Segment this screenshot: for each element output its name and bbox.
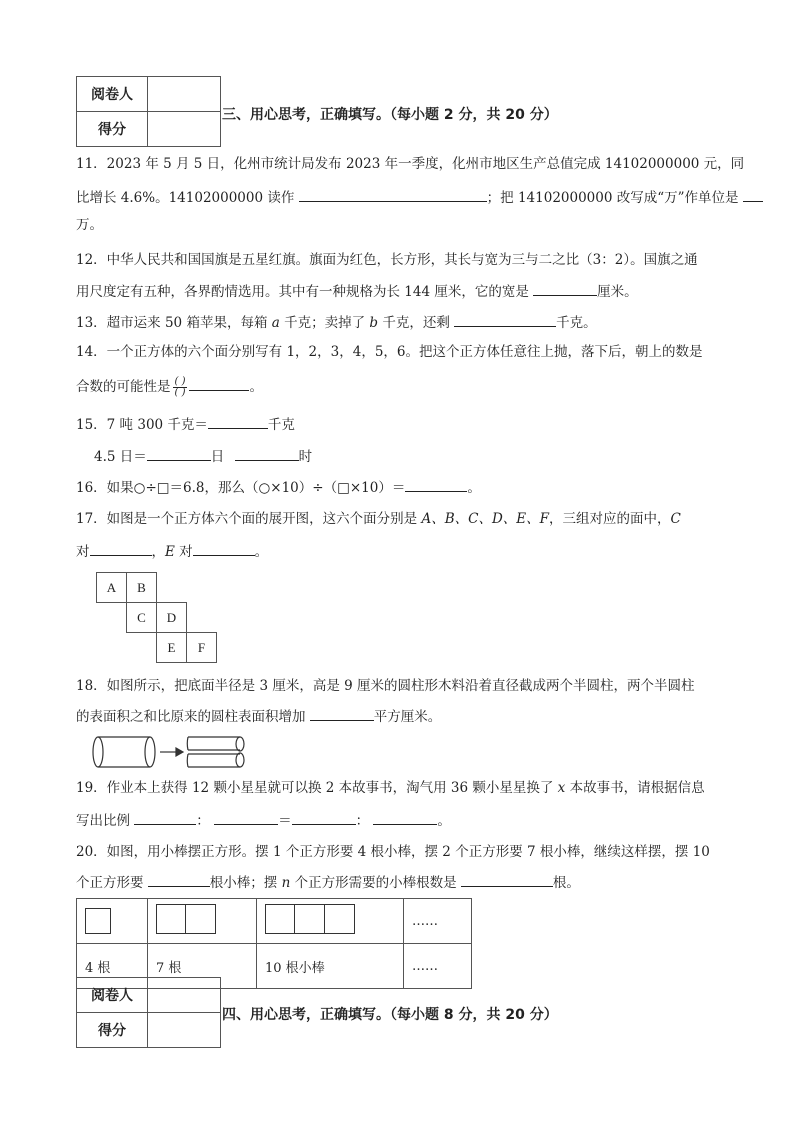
q12-line1: 12．中华人民共和国国旗是五星红旗。旗面为红色，长方形，其长与宽为三与二之比（3：2）。国旗之通: [76, 252, 698, 268]
q16-blank[interactable]: [405, 477, 467, 492]
table-row: [77, 899, 472, 944]
score-box-top: [76, 76, 221, 147]
count-cell: 7 根: [148, 944, 257, 989]
q17-blank-c[interactable]: [90, 541, 152, 556]
q18-line1: 18．如图所示，把底面半径是 3 厘米，高是 9 厘米的圆柱形木料沿着直径截成两个半圆柱，两个半圆柱: [76, 678, 695, 694]
q15-blank-day[interactable]: [147, 446, 211, 461]
net-face-a: A: [96, 572, 127, 603]
q19-blank-1[interactable]: [134, 810, 196, 825]
score-cell[interactable]: [148, 112, 221, 147]
q15-line1: 15．7 吨 300 千克＝ 千克: [76, 414, 295, 435]
reviewer-cell[interactable]: [148, 77, 221, 112]
count-cell: 4 根: [77, 944, 148, 989]
count-cell: 10 根小棒: [257, 944, 404, 989]
net-face-e: E: [156, 632, 187, 663]
q11-line1: 11．2023 年 5 月 5 日，化州市统计局发布 2023 年一季度，化州市地区生产总值完成 14102000000 元，同: [76, 156, 745, 172]
score-label: 得分: [77, 112, 148, 147]
score-label: 得分: [77, 1013, 148, 1048]
squares-3: [265, 904, 355, 934]
q15-blank-hour[interactable]: [235, 446, 299, 461]
q20-blank-10[interactable]: [148, 872, 210, 887]
q12-line2: 用尺度定有五种，各界酌情选用。其中有一种规格为长 144 厘米，它的宽是 厘米。: [76, 281, 638, 302]
q13-line: 13．超市运来 50 箱苹果，每箱 a 千克；卖掉了 b 千克，还剩 千克。: [76, 312, 597, 333]
q11-blank-read[interactable]: [299, 187, 487, 202]
q11-blank-wan[interactable]: [743, 187, 763, 202]
section4-title: 四、用心思考，正确填写。（每小题 8 分，共 20 分）: [222, 1007, 558, 1023]
q20-line1: 20．如图，用小棒摆正方形。摆 1 个正方形要 4 根小棒，摆 2 个正方形要 7 根小棒，继续这样摆，摆 10: [76, 844, 710, 860]
figure-cell: [257, 899, 404, 944]
q13-blank[interactable]: [454, 312, 556, 327]
square-1: [85, 908, 111, 934]
count-cell: ……: [404, 944, 472, 989]
score-box-bottom: [76, 977, 221, 1048]
q14-fraction[interactable]: $\frac{( )}{( )}$: [174, 376, 186, 398]
figure-cell: [77, 899, 148, 944]
q14-line1: 14．一个正方体的六个面分别写有 1，2，3，4，5，6。把这个正方体任意往上抛，落下后，朝上的数是: [76, 344, 703, 360]
cylinder-figure: [92, 733, 252, 773]
q11-line2: 比增长 4.6%。14102000000 读作 ；把 14102000000 改写成“万”作单位是: [76, 187, 763, 208]
q18-blank[interactable]: [310, 706, 374, 721]
q17-line2: 对 ，E 对 。: [76, 541, 268, 562]
q19-line2: 写出比例 ： ＝ ： 。: [76, 810, 451, 831]
figure-ellipsis-cell: ……: [404, 899, 472, 944]
q19-line1: 19．作业本上获得 12 颗小星星就可以换 2 本故事书，淘气用 36 颗小星星换了 x 本故事书，请根据信息: [76, 780, 705, 796]
squares-2: [156, 904, 216, 934]
q14-blank[interactable]: [189, 376, 249, 391]
score-cell[interactable]: [148, 1013, 221, 1048]
section3-title: 三、用心思考，正确填写。（每小题 2 分，共 20 分）: [222, 107, 558, 123]
net-face-d: D: [156, 602, 187, 633]
q19-blank-4[interactable]: [373, 810, 437, 825]
q19-blank-2[interactable]: [214, 810, 278, 825]
reviewer-label: 阅卷人: [77, 77, 148, 112]
q11-line3: 万。: [76, 217, 103, 233]
figure-cell: [148, 899, 257, 944]
q18-line2: 的表面积之和比原来的圆柱表面积增加 平方厘米。: [76, 706, 441, 727]
net-face-f: F: [186, 632, 217, 663]
net-face-c: C: [126, 602, 157, 633]
q19-blank-3[interactable]: [292, 810, 356, 825]
q15-line2: 4.5 日＝ 日 时: [94, 446, 312, 467]
q14-line2: 合数的可能性是 $\frac{( )}{( )}$ 。: [76, 376, 263, 398]
reviewer-cell[interactable]: [148, 978, 221, 1013]
q17-blank-e[interactable]: [193, 541, 255, 556]
q16-line: 16．如果○÷□＝6.8，那么（○×10）÷（□×10）＝ 。: [76, 477, 481, 498]
q12-blank[interactable]: [533, 281, 597, 296]
q17-line1: 17．如图是一个正方体六个面的展开图，这六个面分别是 A、B、C、D、E、F，三组对应的面中，C: [76, 511, 681, 527]
net-face-b: B: [126, 572, 157, 603]
q15-blank-kg[interactable]: [208, 414, 268, 429]
reviewer-label: 阅卷人: [77, 978, 148, 1013]
q20-line2: 个正方形要 根小棒；摆 n 个正方形需要的小棒根数是 根。: [76, 872, 580, 893]
sticks-table: [76, 898, 472, 989]
q20-blank-n[interactable]: [461, 872, 553, 887]
